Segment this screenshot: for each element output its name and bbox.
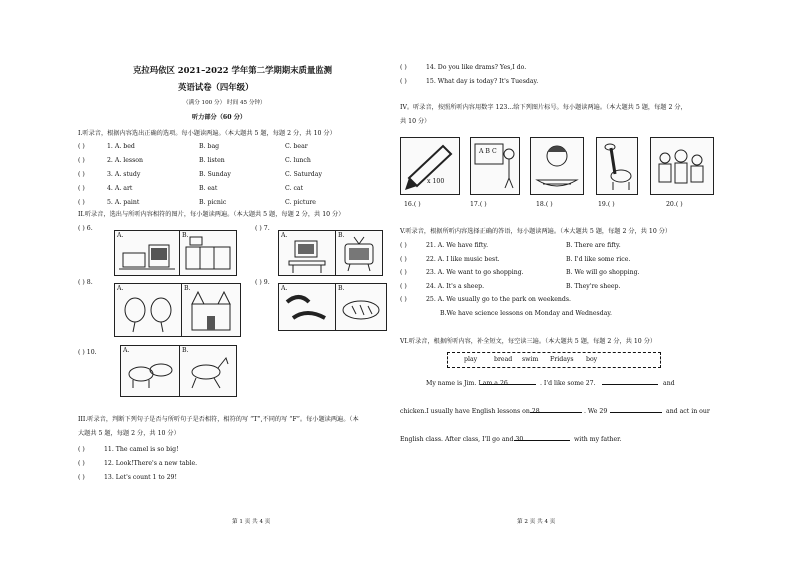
- option-b: B. listen: [199, 157, 225, 164]
- answer-paren[interactable]: ( ): [400, 282, 407, 290]
- q19-label[interactable]: 19.( ): [598, 201, 615, 208]
- q9-option-a-picture[interactable]: [278, 283, 336, 331]
- option-a: 4. A. art: [107, 185, 133, 192]
- giraffe-icon: [597, 138, 637, 194]
- section-3-instruction-line2: 大题共 5 题，每题 2 分，共 10 分）: [78, 430, 180, 437]
- q8-option-b-picture[interactable]: [181, 283, 241, 337]
- option-c: C. bear: [285, 143, 308, 150]
- q18-picture[interactable]: [530, 137, 584, 195]
- q20-label[interactable]: 20.( ): [666, 201, 683, 208]
- passage-line-3-b: with my father.: [574, 436, 622, 443]
- option-b: B. Sunday: [199, 171, 231, 178]
- passage-line-3-a: English class. After class, I'll go and 30.: [400, 436, 526, 443]
- option-b-label: B.: [338, 232, 345, 239]
- option-a: 5. A. paint: [107, 199, 140, 206]
- cows-icon: [121, 346, 179, 396]
- word-bank-item: play: [464, 356, 478, 363]
- option-b: B. We will go shopping.: [566, 269, 640, 276]
- q7-label[interactable]: ( ) 7.: [255, 225, 270, 232]
- passage-line-1-a: My name is Jim. I am a 26.: [426, 380, 510, 387]
- q8-option-a-picture[interactable]: [114, 283, 182, 337]
- q6-option-b-picture[interactable]: [179, 230, 237, 276]
- answer-paren[interactable]: ( ): [78, 446, 85, 453]
- question-text: 11. The camel is so big!: [104, 446, 179, 453]
- elephants-icon: [115, 284, 181, 336]
- section-4-instruction-line2: 共 10 分）: [400, 118, 431, 125]
- q9-option-b-picture[interactable]: [335, 283, 387, 331]
- option-a-label: A.: [123, 347, 130, 354]
- q7-option-b-picture[interactable]: [335, 230, 383, 276]
- option-b: B. picnic: [199, 199, 227, 206]
- q13-row: [78, 474, 177, 482]
- section-6-instruction: VI.听录音，根据所听内容，补全短文，每空读三遍。（本大题共 5 题，每题 2 分，共 10 分）: [400, 338, 657, 345]
- q16-label[interactable]: 16.( ): [404, 201, 421, 208]
- option-c: C. cat: [285, 185, 304, 192]
- option-a: 3. A. study: [107, 171, 141, 178]
- q10-option-a-picture[interactable]: [120, 345, 180, 397]
- question-text: 14. Do you like drams? Yes,I do.: [426, 64, 527, 71]
- q10-option-b-picture[interactable]: [179, 345, 237, 397]
- section-3-instruction-line1: III.听录音，判断下列句子是否与所听句子是否相符，相符的写 “T”,不同的写 “F”。每小题读两遍。（本: [78, 416, 359, 423]
- board-text: A B C: [479, 148, 497, 155]
- passage-line-2-b: . We 29: [584, 408, 608, 415]
- answer-paren[interactable]: ( ): [400, 269, 407, 276]
- option-b: B. eat: [199, 185, 218, 192]
- pencil-count-text: x 100: [427, 178, 445, 185]
- option-a: 23. A. We want to go shopping.: [426, 269, 524, 276]
- page-number-2: 第 2 页 共 4 页: [517, 519, 556, 525]
- exam-meta: （满分 100 分） 时间 45 分钟）: [183, 100, 266, 106]
- family-icon: [651, 138, 713, 194]
- answer-paren[interactable]: ( ): [78, 474, 85, 481]
- option-a: 22. A. I like music best.: [426, 255, 500, 263]
- answer-paren[interactable]: ( ): [400, 255, 407, 263]
- q6-label[interactable]: ( ) 6.: [78, 225, 93, 232]
- option-b: B. There are fifty.: [566, 242, 621, 249]
- option-a-label: A.: [281, 232, 288, 239]
- option-b: B. I'd like some rice.: [566, 255, 631, 263]
- option-b-label: B.: [338, 285, 345, 292]
- q18-label[interactable]: 18.( ): [536, 201, 553, 208]
- question-text: 13. Let's count 1 to 29!: [104, 474, 177, 481]
- option-b-label: B.: [182, 347, 189, 354]
- option-b: B.We have science lessons on Monday and Wednesday.: [440, 309, 613, 317]
- answer-paren[interactable]: ( ): [400, 64, 407, 71]
- word-bank-item: Fridays: [550, 356, 574, 363]
- option-a: 24. A. It's a sheep.: [426, 282, 485, 290]
- q17-label[interactable]: 17.( ): [470, 201, 487, 208]
- blank-29[interactable]: [610, 404, 662, 413]
- passage-line-1-b: . I'd like some 27.: [540, 380, 596, 387]
- q10-label[interactable]: ( ) 10.: [78, 349, 97, 356]
- word-bank-item: bread: [494, 356, 513, 363]
- passage-line-2-c: and act in our: [666, 408, 710, 415]
- q12-row: [78, 460, 197, 468]
- option-b: B. bag: [199, 143, 220, 150]
- page-number-1: 第 1 页 共 4 页: [232, 519, 271, 525]
- option-a: 2. A. lesson: [107, 157, 143, 164]
- section-5-instruction: V.听录音，根据所听内容选择正确的答语，每小题读两遍。（本大题共 5 题，每题 2 分，共 10 分）: [400, 228, 672, 235]
- blank-27[interactable]: [602, 376, 658, 385]
- section-1-instruction: I.听录音，根据内容选出正确的选项。每小题读两遍。（本大题共 5 题，每题 2 分，共 10 分）: [78, 130, 336, 137]
- answer-paren[interactable]: ( ): [78, 199, 85, 206]
- option-b-label: B.: [184, 285, 191, 292]
- word-bank-item: boy: [586, 356, 598, 363]
- option-a: 1. A. bed: [107, 143, 135, 150]
- word-bank-item: swim: [522, 356, 539, 363]
- option-a-label: A.: [281, 285, 288, 292]
- answer-paren[interactable]: ( ): [78, 185, 85, 192]
- q19-picture[interactable]: [596, 137, 638, 195]
- option-a: 21. A. We have fifty.: [426, 242, 489, 249]
- answer-paren[interactable]: ( ): [78, 143, 85, 150]
- option-a-label: A.: [117, 285, 124, 292]
- listening-part-heading: 听力部分（60 分）: [192, 114, 247, 121]
- option-c: C. lunch: [285, 157, 311, 164]
- answer-paren[interactable]: ( ): [78, 460, 85, 467]
- section-4-instruction-line1: IV。听录音，按照所听内容用数字 123...给下列图片标号。每小题读两遍。（本大题共 5 题，每题 2 分，: [400, 104, 687, 111]
- exam-subtitle: 英语试卷（四年级）: [178, 82, 254, 92]
- question-text: 15. What day is today? It's Tuesday.: [426, 78, 539, 85]
- option-c: C. picture: [285, 199, 316, 206]
- boy-boating-icon: [531, 138, 583, 194]
- q11-row: [78, 446, 179, 454]
- q16-picture[interactable]: [400, 137, 460, 195]
- passage-line-2-a: chicken.I usually have English lessons on 28.: [400, 408, 542, 415]
- answer-paren[interactable]: ( ): [400, 78, 407, 85]
- section-2-instruction: II.听录音，选出与所听内容相符的图片，每小题读两遍。（本大题共 5 题，每题 2 分，共 10 分）: [78, 211, 345, 218]
- teacher-board-icon: [471, 138, 519, 194]
- q7-option-a-picture[interactable]: [278, 230, 336, 276]
- answer-paren[interactable]: ( ): [400, 242, 407, 249]
- question-text: 12. Look!There's a new table.: [104, 460, 198, 467]
- q15-row: [400, 78, 538, 86]
- answer-paren[interactable]: ( ): [78, 171, 85, 178]
- blank-30[interactable]: [514, 432, 570, 441]
- q9-label[interactable]: ( ) 9.: [255, 279, 270, 286]
- answer-paren[interactable]: ( ): [400, 296, 407, 303]
- passage-line-1-c: and: [663, 380, 675, 387]
- q6-option-a-picture[interactable]: [114, 230, 180, 276]
- blank-26[interactable]: [480, 376, 536, 385]
- q20-picture[interactable]: [650, 137, 714, 195]
- q17-picture[interactable]: [470, 137, 520, 195]
- q14-row: [400, 64, 526, 72]
- option-a: 25. A. We usually go to the park on weekends.: [426, 296, 571, 303]
- answer-paren[interactable]: ( ): [78, 157, 85, 164]
- blank-28[interactable]: [530, 404, 582, 413]
- living-room-icon: [115, 231, 179, 275]
- word-bank-box: [447, 352, 661, 368]
- option-b-label: B.: [182, 232, 189, 239]
- option-c: C. Saturday: [285, 171, 322, 178]
- exam-title: 克拉玛依区 2021–2022 学年第二学期期末质量监测: [133, 65, 333, 75]
- option-a-label: A.: [117, 232, 124, 239]
- q8-label[interactable]: ( ) 8.: [78, 279, 93, 286]
- option-b: B. They're sheep.: [566, 282, 621, 290]
